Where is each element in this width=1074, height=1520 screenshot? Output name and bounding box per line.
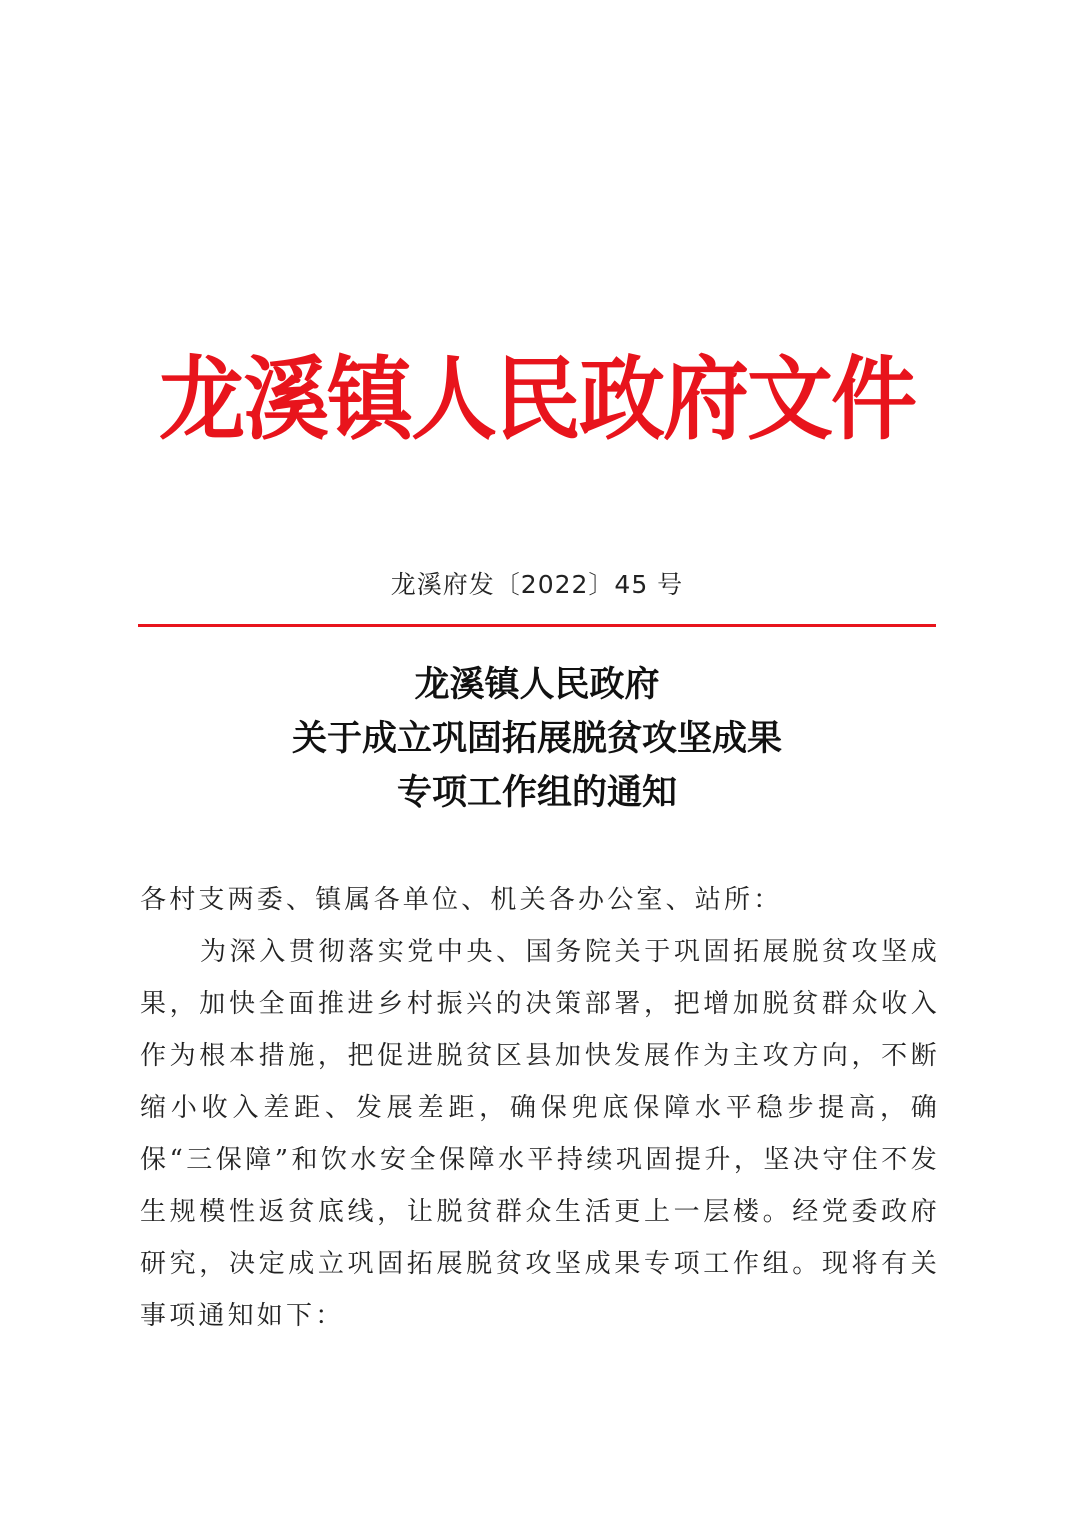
masthead-title: 龙溪镇人民政府文件: [159, 346, 915, 453]
salutation: 各村支两委、镇属各单位、机关各办公室、站所：: [140, 885, 783, 915]
notice-title: [0, 658, 1074, 820]
notice-title-line-2: 关于成立巩固拓展脱贫攻坚成果: [291, 718, 782, 759]
notice-body: [140, 874, 940, 1342]
body-paragraph: 为深入贯彻落实党中央、国务院关于巩固拓展脱贫攻坚成果，加快全面推进乡村振兴的决策部署，把增加脱贫群众收入作为根本措施，把促进脱贫区县加快发展作为主攻方向，不断缩小收入差距、发展差距，确保兜底保障水平稳步提高，确保“三保障”和饮水安全保障水平持续巩固提升，坚决守住不发生规模性返贫底线，让脱贫群众生活更上一层楼。经党委政府研究，决定成立巩固拓展脱贫攻坚成果专项工作组。现将有关事项通知如下：: [140, 937, 940, 1331]
red-divider-line: [138, 624, 936, 627]
notice-title-line-3: 专项工作组的通知: [396, 772, 677, 813]
notice-title-line-1: 龙溪镇人民政府: [414, 664, 660, 705]
document-number: 龙溪府发〔2022〕45 号: [390, 570, 684, 599]
